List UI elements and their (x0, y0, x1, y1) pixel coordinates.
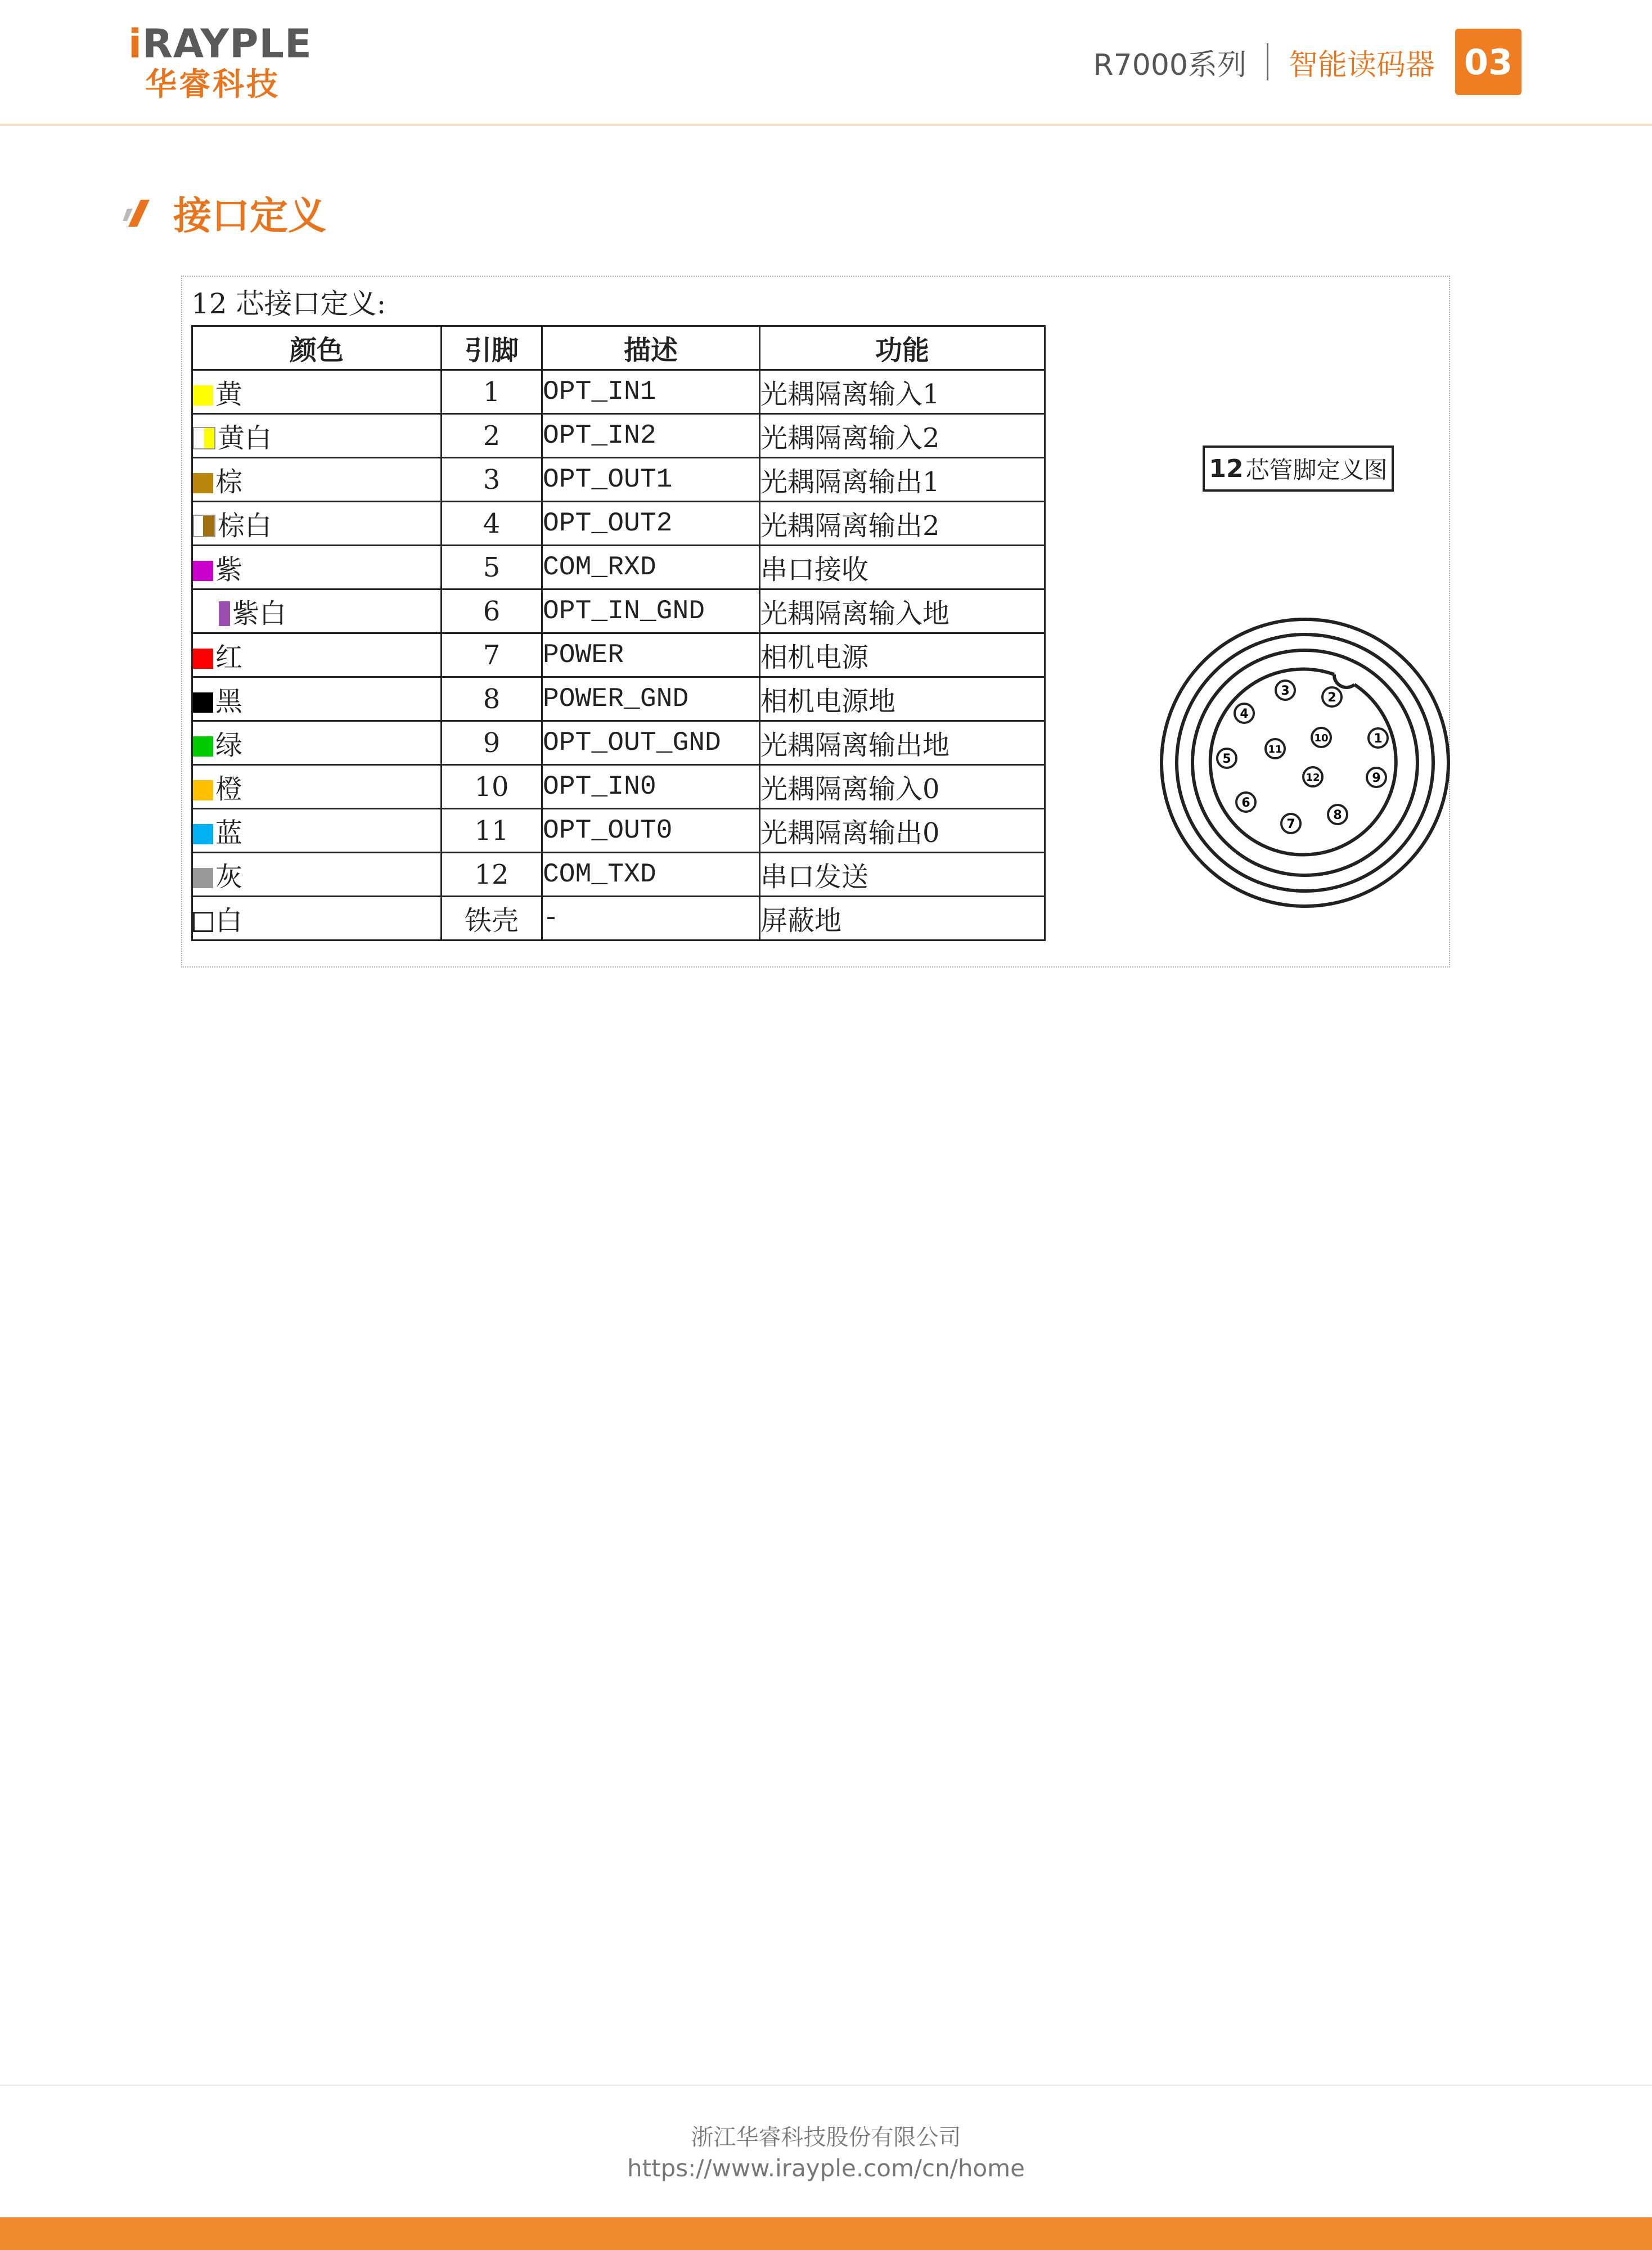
red-swatch (193, 649, 213, 669)
footer-company: 浙江华睿科技股份有限公司 (691, 2125, 961, 2150)
header-pin: 引脚 (442, 326, 542, 370)
section-header (120, 186, 326, 240)
irayple-logo (128, 21, 312, 104)
pin-5 (1217, 749, 1236, 768)
color-name: 紫 (215, 554, 243, 586)
signal-desc: POWER_GND (542, 677, 760, 721)
svg-text:6: 6 (1241, 796, 1250, 810)
orange-swatch (193, 780, 213, 800)
table-row (192, 590, 1045, 633)
svg-text:3: 3 (1281, 684, 1290, 698)
slash-accent-icon (120, 196, 154, 230)
pin-number: 5 (442, 546, 542, 590)
pin-4 (1235, 704, 1254, 723)
table-header-row (192, 326, 1045, 370)
color-name: 灰 (215, 861, 243, 893)
table-row (192, 633, 1045, 677)
gray-swatch (193, 868, 213, 888)
pinout-diagram-label (1203, 446, 1394, 492)
header-desc: 描述 (542, 326, 760, 370)
footer-band (0, 2217, 1652, 2250)
table-row (192, 546, 1045, 590)
pin-7 (1281, 814, 1300, 833)
page-header (0, 0, 1652, 126)
signal-func: 串口发送 (760, 853, 1045, 897)
color-name: 橙 (215, 773, 243, 805)
svg-text:9: 9 (1372, 771, 1381, 785)
svg-text:7: 7 (1286, 817, 1295, 831)
section-title: 接口定义 (173, 194, 327, 238)
signal-desc: OPT_OUT2 (542, 502, 760, 546)
pin-number: 铁壳 (442, 897, 542, 940)
svg-text:12: 12 (1306, 772, 1320, 784)
logo-en-text: RAYPLE (142, 21, 312, 67)
signal-desc: OPT_OUT0 (542, 809, 760, 853)
footer-url[interactable]: https://www.irayple.com/cn/home (627, 2154, 1025, 2182)
pin-number: 7 (442, 633, 542, 677)
product-label: 智能读码器 (1288, 48, 1435, 82)
pin-number: 12 (442, 853, 542, 897)
green-swatch (193, 736, 213, 757)
signal-func: 相机电源地 (760, 677, 1045, 721)
purple-white-swatch (219, 601, 230, 626)
purple-swatch (193, 561, 213, 581)
signal-func: 光耦隔离输入0 (760, 765, 1045, 809)
color-name: 黄白 (218, 422, 272, 454)
color-name: 黄 (215, 379, 243, 410)
signal-desc: OPT_IN0 (542, 765, 760, 809)
header-color: 颜色 (192, 326, 442, 370)
pin-number: 9 (442, 721, 542, 765)
signal-desc: OPT_OUT1 (542, 458, 760, 502)
pin-number: 8 (442, 677, 542, 721)
signal-func: 光耦隔离输入1 (760, 370, 1045, 414)
header-separator (1267, 43, 1268, 80)
color-name: 绿 (215, 730, 243, 761)
svg-text:8: 8 (1333, 808, 1342, 822)
pin-6 (1236, 793, 1255, 812)
svg-text:10: 10 (1314, 732, 1329, 744)
connector-key-notch (1334, 674, 1354, 687)
pin-9 (1367, 768, 1386, 787)
svg-text:11: 11 (1268, 744, 1282, 755)
white-swatch (193, 912, 213, 932)
brown-swatch (193, 473, 213, 493)
pin-8 (1328, 805, 1347, 824)
svg-text:5: 5 (1222, 752, 1231, 766)
pin-12 (1303, 767, 1322, 786)
signal-desc: - (542, 897, 760, 940)
blue-swatch (193, 824, 213, 844)
table-row (192, 853, 1045, 897)
table-row (192, 721, 1045, 765)
color-name: 红 (215, 642, 243, 673)
yellow-white-swatch (193, 427, 215, 449)
svg-text:1: 1 (1374, 732, 1383, 746)
footer-divider (0, 2085, 1652, 2086)
pin-number: 4 (442, 502, 542, 546)
signal-desc: COM_TXD (542, 853, 760, 897)
color-name: 蓝 (215, 817, 243, 849)
color-name: 白 (215, 905, 243, 937)
diagram-label-num: 12 (1209, 454, 1244, 483)
color-name: 黑 (215, 686, 243, 717)
signal-desc: OPT_IN1 (542, 370, 760, 414)
signal-func: 光耦隔离输出2 (760, 502, 1045, 546)
table-caption: 12 芯接口定义: (191, 287, 386, 320)
pin-number: 3 (442, 458, 542, 502)
black-swatch (193, 692, 213, 713)
page-number-badge: 03 (1455, 29, 1522, 95)
table-row (192, 765, 1045, 809)
color-name: 棕 (215, 466, 243, 498)
pin-1 (1369, 728, 1388, 748)
interface-definition-panel (181, 276, 1450, 968)
logo-cn-text: 华睿科技 (145, 66, 280, 103)
table-row (192, 809, 1045, 853)
signal-desc: OPT_IN2 (542, 414, 760, 458)
pin-3 (1276, 681, 1295, 700)
connector-face-outline (1210, 669, 1396, 854)
table-row (192, 370, 1045, 414)
pin-number: 6 (442, 590, 542, 633)
color-name: 棕白 (218, 510, 272, 542)
logo-i: i (128, 21, 142, 67)
pin-2 (1322, 687, 1342, 706)
color-name: 紫白 (232, 598, 287, 629)
header-func: 功能 (760, 326, 1045, 370)
series-label: R7000系列 (1093, 48, 1246, 82)
signal-func: 光耦隔离输出地 (760, 721, 1045, 765)
signal-func: 光耦隔离输出0 (760, 809, 1045, 853)
signal-desc: POWER (542, 633, 760, 677)
svg-text:4: 4 (1240, 707, 1249, 721)
pin-11 (1266, 739, 1285, 758)
yellow-swatch (193, 385, 213, 406)
brown-white-swatch (193, 515, 215, 537)
pin-number: 11 (442, 809, 542, 853)
connector-pinout-diagram (1153, 611, 1457, 915)
signal-func: 光耦隔离输出1 (760, 458, 1045, 502)
connector-outer-ring (1162, 619, 1448, 906)
signal-func: 串口接收 (760, 546, 1045, 590)
pin-10 (1312, 728, 1331, 747)
diagram-label-text: 芯管脚定义图 (1245, 456, 1388, 484)
signal-func: 光耦隔离输入地 (760, 590, 1045, 633)
pin-definition-table (191, 325, 1046, 941)
signal-desc: OPT_IN_GND (542, 590, 760, 633)
table-row (192, 458, 1045, 502)
pin-number: 10 (442, 765, 542, 809)
table-row (192, 897, 1045, 940)
table-row (192, 502, 1045, 546)
signal-func: 光耦隔离输入2 (760, 414, 1045, 458)
signal-desc: OPT_OUT_GND (542, 721, 760, 765)
table-row (192, 677, 1045, 721)
pin-number: 1 (442, 370, 542, 414)
pin-number: 2 (442, 414, 542, 458)
signal-func: 屏蔽地 (760, 897, 1045, 940)
signal-func: 相机电源 (760, 633, 1045, 677)
signal-desc: COM_RXD (542, 546, 760, 590)
svg-text:2: 2 (1327, 691, 1336, 705)
table-row (192, 414, 1045, 458)
